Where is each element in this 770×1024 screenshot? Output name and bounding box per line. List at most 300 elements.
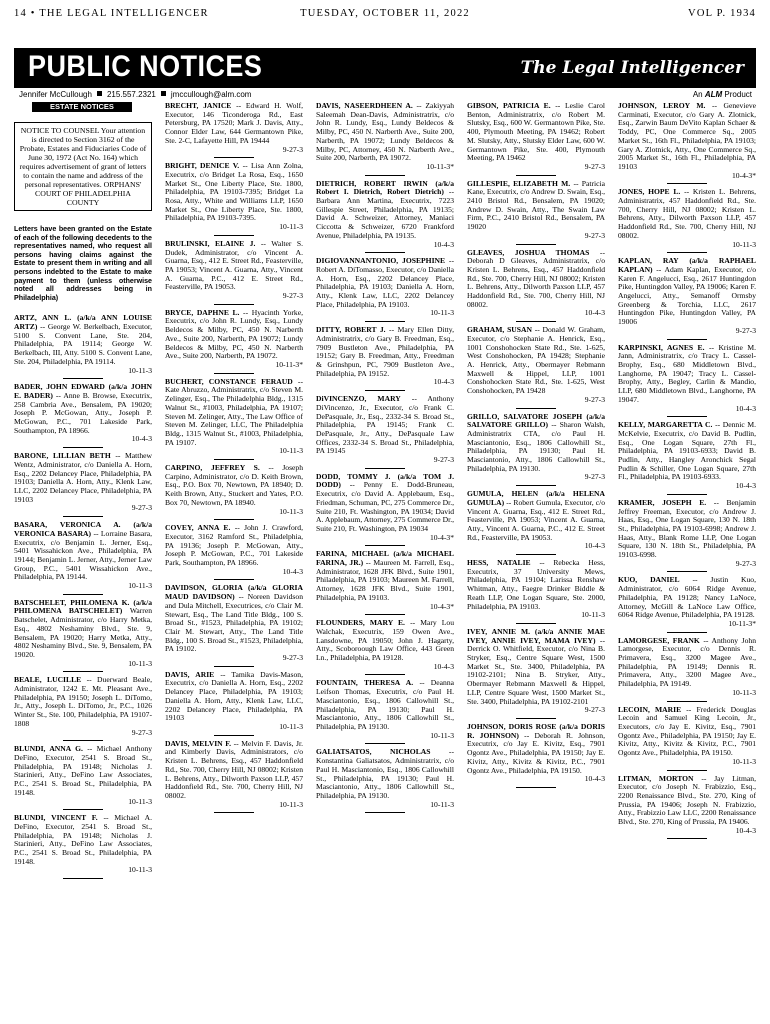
entry-divider [63,516,103,517]
notice-entries [165,102,303,813]
entry-divider [516,408,556,409]
estate-notice-entry [14,452,152,517]
letters-granted-statement: Letters have been granted on the Estate of each of the following decedents to the representatives named, who request all persons having claims against the Estate to present them in writing and all persons indebted to the Estate to make payment to them (unless otherwise noted all addresses being in Philadelphia) [14,225,152,302]
run-date-code: 10-11-3 [279,222,303,232]
decedent-name: BRYCE, DAPHNE L. [165,307,240,317]
entry-body: -- Adam Kaplan, Executor, c/o Karen F. Angelucci, Esq., 2617 Huntingdon Pike, Huntingdon Valley, PA 19006; Karen F. Angelucci, Atty., Semanoff Ormsby Greenberg & Torchia, LLC, 2617 Huntingdon Pike, Huntingdon Valley, PA 19006 [618,264,756,327]
run-date-code: 10-11-3 [732,239,756,249]
run-date-code: 10-4-3 [433,377,454,387]
estate-notice-entry [165,240,303,305]
entry-body: -- Michael Anthony DeFino, Executor, 2541 S. Broad St., Philadelphia, PA 19148; Nicholas J. Starinieri, Atty., DeFino Law Associates, P.C., 2541 S. Broad St., Philadelphia, PA 19148. [14,744,152,797]
decedent-name: FARINA, MICHAEL (a/k/a MICHAEL FARINA, JR.) [316,549,454,568]
entry-text [14,314,152,366]
entry-text [165,584,303,654]
banner-title: PUBLIC NOTICES [28,50,263,83]
notice-column-1 [14,102,152,1016]
entry-divider [667,838,707,839]
entry-text [467,102,605,163]
entry-divider [667,183,707,184]
decedent-name: JOHNSON, DORIS ROSE (a/k/a DORIS R. JOHNSON) [467,722,605,740]
running-head-left: 14 • THE LEGAL INTELLIGENCER [14,8,209,19]
entry-divider [516,244,556,245]
entry-divider [214,519,254,520]
entry-text [618,257,756,327]
entry-text [467,326,605,396]
run-date-code: 9-27-3 [584,161,605,171]
run-date-code: 10-4-3 [735,403,756,413]
decedent-name: FLOUNDERS, MARY E. [316,618,405,628]
entry-divider [667,571,707,572]
run-date-code: 10-4-3 [433,239,454,249]
decedent-name: BLUNDI, VINCENT F. [14,813,98,823]
decedent-name: GIBSON, PATRICIA E. [467,102,551,110]
entry-divider [63,740,103,741]
decedent-name: BLUNDI, ANNA G. [14,744,83,754]
entry-body: -- Anthony DiVincenzo, Jr., Executor, c/o Frank C. DePasquale, Jr., Esq., 2332-34 S. Broad St., Philadelphia, PA 19145; Frank C. DePasquale, Jr., Atty., DePasquale Law Offices, 2332-34 S. Broad St., Philadelphia, PA 19145 [316,394,454,456]
estate-notice-entry [165,162,303,236]
entry-divider [516,321,556,322]
notice-entries [618,102,756,839]
entry-text [316,679,454,731]
entry-text [618,637,756,689]
entry-body: -- Jay Litman, Executor, c/o Joseph N. Frabizzio, Esq., 2200 Renaissance Blvd., Ste. 270, King of Prussia, PA 19406; Joseph N. Frabizzio, Atty., Frabizzio Law LLC, 2200 Renaissance Blvd., Ste. 270, King of Prussia, PA 19406. [618,773,756,827]
entry-body: -- Melvin F. Davis, Jr. and Kimberly Davis, Administrators, c/o Kristen L. Behrens, Esq., 457 Haddonfield Rd., Ste. 700, Cherry Hill, NJ 08002; Kristen L. Behrens, Atty., Dilworth Paxson LLP, 457 Haddonfield Rd., Ste. 700, Cherry Hill, NJ 08002. [165,738,303,800]
running-head-page: VOL P. 1934 [688,8,756,19]
estate-notice-entry [316,395,454,469]
notice-entries [467,102,605,788]
entry-divider [365,614,405,615]
entry-divider [516,175,556,176]
run-date-code: 10-11-3 [279,446,303,456]
decedent-name: COVEY, ANNA E. [165,523,231,533]
estate-notice-entry [467,628,605,719]
estate-notice-entry [618,257,756,339]
square-bullet-icon [161,91,166,96]
estate-notice-entry [467,490,605,555]
entry-divider [365,175,405,176]
decedent-name: DIGIOVANNANTONIO, JOSEPHINE [316,256,446,266]
estate-notice-entry [14,745,152,810]
entry-text [618,188,756,240]
run-date-code: 9-27-3 [584,705,605,715]
decedent-name: GUMULA, HELEN (a/k/a HELENA GUMULA) [467,489,605,507]
entry-body: -- Leslie Carol Benton, Administratrix, c/o Robert M. Slutsky, Esq., 600 W. Germantown Pike, Ste. 400, Plymouth Meeting, PA 19462; Robert M. Slutsky, Atty., Slutsky Elder Law, 600 W. Germantown Pike, Ste. 400, Plymouth Meeting, PA 19462 [467,102,605,163]
entry-body: -- Barbara Ann Martina, Executrix, 7223 Gillespie Street, Philadelphia, PA 19135; David A. Schweizer, Attorney, Maniaci Ciccotta & Schweizer, 6720 Frankford Avenue, Philadelphia, PA 19135. [316,187,454,240]
entry-divider [365,252,405,253]
entry-body: -- Anne B. Browse, Executrix, 258 Cambria Ave., Bensalem, PA 19020; Joseph P. McGowan, Atty., Joseph P. McGowan, P.C., 701 Lakeside Park, Southampton, PA 18966. [14,390,152,435]
running-head [14,8,756,24]
decedent-name: BATSCHELET, PHILOMENA K. (a/k/a PHILOMENA BATSCHELET) [14,597,152,616]
entry-text [618,576,756,620]
run-date-code: 10-11-3* [728,618,756,628]
estate-notice-entry [467,102,605,176]
notice-to-counsel-box: NOTICE TO COUNSEL Your attention is directed to Section 3162 of the Probate, Estates and Fiduciaries Code of June 30, 1972 (Act No. 164) which requires advertisement of grant of letters to contain the name and address of the personal representatives. ORPHANS' COURT OF PHILADELPHIA COUNTY [14,122,152,211]
run-date-code: 10-11-3 [128,365,152,375]
run-date-code: 9-27-3 [433,455,454,465]
run-date-code: 9-27-3 [584,394,605,404]
estate-notice-entry [618,344,756,418]
estate-notice-entry [165,584,303,666]
decedent-name: JOHNSON, LEROY M. [618,102,706,110]
decedent-name: BUCHERT, CONSTANCE FERAUD [165,376,293,386]
decedent-name: BEALE, LUCILLE [14,675,82,685]
decedent-name: BADER, JOHN EDWARD (a/k/a JOHN E. BADER) [14,382,152,400]
decedent-name: BRIGHT, DENICE V. [165,161,240,171]
entry-text [165,309,303,361]
estate-notice-entry [618,775,756,840]
entry-text [316,473,454,534]
estate-notice-entry [467,326,605,408]
run-date-code: 10-11-3 [128,796,152,806]
entry-text [316,180,454,241]
decedent-name: BRULINSKI, ELAINE J. [165,238,256,248]
decedent-name: GRAHAM, SUSAN [467,325,532,335]
decedent-name: IVEY, ANNIE M. (a/k/a ANNIE MAE IVEY, ANNIE IVEY, MAMA IVEY) [467,626,605,645]
entry-text [467,559,605,611]
estate-notice-entry [467,180,605,245]
decedent-name: DAVIDSON, GLORIA (a/k/a GLORIA MAUD DAVIDSON) [165,583,303,602]
alm-logo: ALM [704,90,723,99]
run-date-code: 10-4-3 [584,541,605,551]
entry-text [14,521,152,582]
notice-column-5 [618,102,756,1016]
decedent-name: BASARA, VERONICA A. (a/k/a VERONICA BASARA) [14,520,152,538]
estate-notice-entry [618,637,756,702]
entry-body: -- Genevieve Carminati, Executor, c/o Gary A. Zlotnick, Esq., Zarwin Baum DeVito Kaplan Schaer & Toddy, PC, One Commerce Sq., 2005 Market St., 16th Fl., Philadelphia, PA 19103; Gary A. Zlotnick, Atty., One Commerce Sq., 2005 Market St., 16th Fl., Philadelphia, PA 19103 [618,102,756,171]
entry-text [14,383,152,435]
decedent-name: LAMORGESE, FRANK [618,635,700,645]
entry-text [316,395,454,456]
decedent-name: ARTZ, ANN L. (a/k/a ANN LOUISE ARTZ) [14,313,152,332]
decedent-name: GALIATSATOS, NICHOLAS [316,747,431,757]
entry-body: -- Noreen Davidson and Dula Mitchell, Executrices, c/o Clair M. Stewart, Esq., The Land Title Bldg., 100 S. Broad St., #1523, Philadelphia, PA 19102; Clair M. Stewart, Atty., The Land Title Bldg., 100 S. Broad St., #1523, Philadelphia, PA 19102. [165,592,303,654]
entry-text [165,671,303,723]
entry-divider [214,666,254,667]
entry-divider [214,735,254,736]
entry-body: -- Derrick O. Whitfield, Executor, c/o Nina B. Stryker, Esq., Centre Square West, 1500 Market St., Ste. 3400, Philadelphia, PA 19102-2101; Nina B. Stryker, Atty., Obermayer Rebmann Maxwell & Hippel, LLP, Centre Square West, 1500 Market St., Ste. 3400, Philadelphia, PA 19102-2101 [467,635,605,706]
entry-divider [667,416,707,417]
entry-divider [516,787,556,788]
estate-notice-entry [165,524,303,580]
run-date-code: 10-11-3 [430,799,454,809]
entry-body: -- Donald W. Graham, Executor, c/o Stephanie A. Henrick, Esq., 1001 Conshohocken State Rd., Ste. 1-625, West Conshohocken, PA 19428; Stephanie A. Henrick, Atty., Obermayer Rebmann Maxwell & Hippel, LLP, 1001 Conshohocken State Rd., Ste. 1-625, West Conshohocken, PA 19428 [467,325,605,396]
run-date-code: 9-27-3 [131,727,152,737]
entry-body: -- Tamika Davis-Mason, Executrix, c/o Daniella A. Horn, Esq., 2202 Delancey Place, Philadelphia, PA 19103; Daniella A. Horn, Atty., Klenk Law, LLC, 2202 Delancey Place, Philadelphia, PA 19103 [165,669,303,723]
contact-bar [14,89,756,100]
entry-divider [63,671,103,672]
estate-notice-entry [316,619,454,675]
entry-text [165,240,303,292]
run-date-code: 10-4-3 [131,434,152,444]
public-notices-banner [14,48,756,88]
entry-text [165,378,303,448]
entry-text [618,421,756,482]
entry-body: -- Denniс M. McKelvie, Executrix, c/o David B. Pudlin, Esq., One Logan Square, 27th Fl., Philadelphia, PA 19103-6933; David B. Pudlin, Atty., Hangley Aronchick Segal Pudlin & Schiller, One Logan Square, 27th Fl., Philadelphia, PA 19103-6933. [618,420,756,482]
estate-notice-entry [618,576,756,632]
entry-divider [63,378,103,379]
entry-text [316,326,454,378]
entry-text [14,676,152,728]
notice-column-3 [316,102,454,1016]
estate-notice-entry [316,473,454,547]
decedent-name: JONES, HOPE L. [618,187,681,197]
decedent-name: KARPINSKI, AGNES E. [618,342,705,352]
estate-notice-entry [618,499,756,573]
contact-phone: 215.557.2321 [106,90,156,99]
entry-body: -- Deanna Leifson Thomas, Executrix, c/o Paul H. Masciantonio, Esq., 1806 Callowhill St., Philadelphia, PA 19130; Paul H. Masciantonio, Atty., 1806 Callowhill St., Philadelphia, PA 19130. [316,678,454,731]
entry-body: -- Justin Kuo, Administrator, c/o 6064 Ridge Avenue, Philadelphia, PA 19128; Nancy LaNoce, Attorney, McGill & LaNoce Law Office, 6064 Ridge Avenue, Philadelphia, PA 19128. [618,575,756,620]
entry-text [316,550,454,602]
entry-divider [63,809,103,810]
entry-text [467,490,605,542]
estate-notice-entry [316,257,454,322]
entry-body: -- Zakiyyah Saleemah Dean-Davis, Administratrix, c/o John R. Lundy, Esq., Lundy Beldecos & Milby, PC, 450 N. Narberth Ave., Suite 200, Narberth, PA 19072; Lundy Beldecos & Milby, PC, Attorney, 450 N. Narberth Ave., Suite 200, Narberth, PA 19072. [316,102,454,163]
estate-notice-entry [467,559,605,624]
estate-notice-entry [316,679,454,744]
run-date-code: 10-4-3 [433,661,454,671]
entry-body: -- Konstantina Galiatsatos, Administratrix, c/o Paul H. Masciantonio, Esq., 1806 Callowhill St., Philadelphia, PA 19130; Paul H. Masciantonio, Atty., 1806 Callowhill St., Philadelphia, PA 19130. [316,747,454,800]
entry-body: -- Kristine M. Jann, Administratrix, c/o Tracy L. Cassel-Brophy, Esq., 680 Middletown Blvd., Langhorne, PA 19047; Tracy L. Cassel-Brophy, Atty., Begley, Carlin & Mandio, LLP, 680 Middletown Blvd., Langhorne, PA 19047. [618,342,756,404]
entry-text [618,344,756,405]
decedent-name: LITMAN, MORTON [618,773,694,783]
run-date-code: 10-4-3 [735,825,756,835]
entry-body: -- Michael A. DeFino, Executor, 2541 S. Broad St., Philadelphia, PA 19148; Nicholas J. Starinieri, Atty., DeFino Law Associates, P.C., 2541 S. Broad St., Philadelphia, PA 19148. [14,813,152,866]
entry-text [618,706,756,758]
entry-body: -- Robert Gumula, Executor, c/o Vincent A. Guarna, Esq., 412 E. Street Rd., Feasterville, PA 19053; Vincent A. Guarna, Atty., Vincent A. Guarna, P.C., 412 E. Street Rd., Feasterville, PA 19053. [467,497,605,542]
run-date-code: 10-11-3 [279,799,303,809]
notice-column-2 [165,102,303,1016]
run-date-code: 10-11-3 [430,308,454,318]
product-suffix: Product [724,90,752,99]
estate-notice-entry [165,102,303,158]
decedent-name: LECOIN, MARIE [618,704,682,714]
run-date-code: 10-11-3 [581,610,605,620]
entry-text [467,180,605,232]
legal-intelligencer-logo: The Legal Intelligencer [520,58,744,78]
estate-notice-entry [14,676,152,741]
entry-divider [667,632,707,633]
entry-text [467,723,605,775]
decedent-name: BARONE, LILLIAN BETH [14,451,111,461]
estate-notice-entry [316,550,454,615]
entry-body: -- Kate Abruzzo, Administratrix, c/o Steven M. Zelinger, Esq., The Philadelphia Bldg., 1315 Walnut St., #1003, Philadelphia, PA 19107; Steven M. Zelinger, Atty., The Law Office of Steven M. Zelinger, LLC, The Philadelphia Bldg., 1315 Walnut St., #1003, Philadelphia, PA 19107. [165,376,303,447]
entry-text [14,452,152,504]
notice-entries [316,102,454,813]
entry-divider [214,157,254,158]
estate-notice-entry [618,188,756,253]
entry-divider [365,321,405,322]
entry-body: -- Penny E. Dodd-Bruneau, Executrix, c/o David A. Applebaum, Esq., Friedman, Schuman, PC, 275 Commerce Dr., Suite 210, Ft. Washington, PA 19034; David A. Applebaum, Attorney, 275 Commerce Dr., Suite 210, Ft. Washington, PA 19034 [316,480,454,533]
decedent-name: KRAMER, JOSEPH E. [618,497,707,507]
entry-body: -- Lorraine Basara, Executrix, c/o Benjamin L. Jerner, Esq., 5401 Wissahickon Ave., Philadelphia, PA 19144; Benjamin L. Jerner, Atty., Jerner Law Group, P.C., 5401 Wissahickon Ave., Philadelphia, PA 19144. [14,528,152,582]
run-date-code: 10-11-3 [128,658,152,668]
entry-body: Warren Batschelet, Administrator, c/o Harry Metka, Esq., 4802 Neshaminy Blvd., Ste. 9, Bensalem, PA 19020; Harry Metka, Atty., 4802 Neshaminy Blvd., Ste. 9, Bensalem, PA 19020. [14,606,152,659]
entry-text [165,524,303,568]
entry-divider [214,304,254,305]
entry-divider [63,878,103,879]
entry-divider [516,623,556,624]
estate-notices-tag: ESTATE NOTICES [32,102,132,112]
decedent-name: GRILLO, SALVATORE JOSEPH (a/k/a SALVATORE GRILLO) [467,411,605,430]
estate-notice-entry [165,309,303,374]
decedent-name: HESS, NATALIE [467,558,531,568]
estate-notice-entry [14,383,152,448]
run-date-code: 10-11-3* [275,359,303,369]
entry-divider [214,373,254,374]
run-date-code: 9-27-3 [282,291,303,301]
run-date-code: 10-11-3 [732,756,756,766]
run-date-code: 10-4-3 [584,308,605,318]
entry-text [165,162,303,223]
entry-divider [63,594,103,595]
decedent-name: KAPLAN, RAY (a/k/a RAPHAEL KAPLAN) [618,256,756,274]
run-date-code: 10-11-3* [426,161,454,171]
estate-notice-entry [316,748,454,813]
estate-notice-entry [165,740,303,814]
entry-divider [214,812,254,813]
entry-divider [667,701,707,702]
entry-divider [667,494,707,495]
run-date-code: 9-27-3 [282,144,303,154]
entry-text [14,814,152,866]
entry-body: -- Robert A. DiTomasso, Executor, c/o Daniella A. Horn, Esq., 2202 Delancey Place, Philadelphia, PA 19103; Daniella A. Horn, Atty., Klenk Law, LLC, 2202 Delancey Place, Philadelphia, PA 19103. [316,256,454,309]
entry-text [316,257,454,309]
run-date-code: 10-11-3 [128,581,152,591]
entry-body: -- Sharon Walsh, Administratrix CTA, c/o Paul H. Masciantonio, Esq., 1806 Callowhill St., Philadelphia, PA 19130; Paul H. Masciantonio, Atty., 1806 Callowhill St., Philadelphia, PA 19130. [467,420,605,473]
run-date-code: 10-4-3 [735,481,756,491]
estate-notice-entry [467,723,605,788]
entry-body: -- Mary Lou Walchak, Executrix, 159 Owen Ave., Lansdowne, PA 19050; John J. Hagarty, Atty., Scoboroough Law Office, 443 Green Ln., Philadelphia, PA 19128. [316,618,454,663]
entry-text [165,464,303,508]
contact-email[interactable]: jmccullough@alm.com [170,90,252,99]
running-head-date: TUESDAY, OCTOBER 11, 2022 [300,8,470,19]
run-date-code: 10-4-3* [429,601,454,611]
estate-notice-entry [618,421,756,495]
entry-body: -- Walter S. Dudek, Administrator, c/o Vincent A. Guarna, Esq., 412 E. Street Rd., Feasterville, PA 19053; Vincent A. Guarna, Atty., Vincent A. Guarna, P.C., 412 E. Street Rd., Feasterville, PA 19053. [165,238,303,292]
entry-text [467,628,605,706]
entry-body: -- Matthew Wentz, Administrator, c/o Daniella A. Horn, Esq., 2202 Delancey Place, Philadelphia, PA 19103; Daniella A. Horn, Atty., Klenk Law, LLC, 2202 Delancey Place, Philadelphia, PA 19103 [14,451,152,504]
run-date-code: 10-11-3 [732,687,756,697]
entry-divider [365,743,405,744]
run-date-code: 9-27-3 [735,325,756,335]
square-bullet-icon [97,91,102,96]
run-date-code: 10-4-3* [731,170,756,180]
estate-notice-entry [165,671,303,736]
entry-body: -- Lisa Ann Zolna, Executrix, c/o Bridget La Rosa, Esq., 1650 Market St., One Liberty Place, Ste. 1800, Philadelphia, PA 19103-7395; Bridget La Rosa, Atty., White and Williams LLP, 1650 Market St., One Liberty Place, Ste. 1800, Philadelphia, PA 19103-7395. [165,161,303,223]
entry-body: -- Anthony John Lamorgese, Executor, c/o Dennis R. Primavera, Esq., 3200 Magee Ave., Philadelphia, PA 19149; Dennis R. Primavera, Atty., 3200 Magee Ave., Philadelphia, PA 19149. [618,635,756,689]
entry-text [618,775,756,827]
estate-notice-entry [14,521,152,595]
entry-body: -- Mary Ellen Ditty, Administratrix, c/o Gary B. Freedman, Esq., 7909 Bustleton Ave., Philadelphia, PA 19152; Gary B. Freedman, Atty., Freedman & Grinshpun, PC, 7909 Bustleton Ave., Philadelphia, PA 19152. [316,325,454,378]
entry-divider [365,390,405,391]
entry-divider [214,235,254,236]
entry-body: -- Maureen M. Farrell, Esq., Administrator, 1628 JFK Blvd., Suite 1901, Philadelphia, PA 19103; Maureen M. Farrell, Attorney, 1628 JFK Blvd., Suite 1901, Philadelphia, PA 19103. [316,558,454,602]
entry-divider [365,674,405,675]
run-date-code: 9-27-3 [584,472,605,482]
run-date-code: 9-27-3 [131,503,152,513]
decedent-name: DIETRICH, ROBERT IRWIN (a/k/a Robert I. Dietrich, Robert Dietrich) [316,178,454,197]
entry-text [618,499,756,560]
entry-divider [667,339,707,340]
decedent-name: DAVIS, MELVIN F. [165,738,232,748]
decedent-name: DAVIS, ARIE [165,669,215,679]
run-date-code: 9-27-3 [282,653,303,663]
entry-text [316,619,454,663]
decedent-name: FOUNTAIN, THERESA A. [316,678,414,688]
estate-notice-entry [165,464,303,520]
decedent-name: KELLY, MARGARETTA C. [618,420,713,430]
entry-body: -- Deborah D Gleaves, Administratrix, c/o Kristen L. Behrens, Esq., 457 Haddonfield Rd., Ste. 700, Cherry Hill, NJ 08002; Kristen L. Behrens, Atty., Dilworth Paxson LLP, 457 Haddonfield Rd., Ste. 700, Cherry Hill, NJ 08002. [467,247,605,309]
run-date-code: 9-27-3 [735,558,756,568]
estate-notice-entry [14,599,152,673]
run-date-code: 10-11-3 [279,722,303,731]
entry-divider [667,252,707,253]
entry-body: -- Joseph Carpino, Administrator, c/o D. Keith Brown, Esq., P.O. Box 70, Newtown, PA 18940; D. Keith Brown, Atty., Stuckert and Yates, P.O. Box 70, Newtown, PA 18940. [165,463,303,507]
decedent-name: BRECHT, JANICE [165,102,232,110]
entry-divider [667,770,707,771]
entry-divider [365,545,405,546]
entry-divider [214,579,254,580]
estate-notice-entry [618,706,756,771]
run-date-code: 10-11-3 [128,865,152,875]
estate-notice-entry [618,102,756,184]
entry-body: -- George W. Berkelbach, Executor, 5100 S. Convent Lane, Ste. 204, Philadelphia, PA 19114; George W. Berkelbach, III, Atty. 5100 S. Convent Lane, Ste. 204, Philadelphia, PA 19114. [14,322,152,366]
entry-divider [365,812,405,813]
entry-text [467,249,605,310]
entry-divider [516,485,556,486]
estate-notice-entry [316,326,454,391]
entry-text [14,599,152,660]
estate-notice-entry [14,314,152,379]
estate-notice-entry [467,413,605,487]
estate-notice-entry [14,814,152,879]
decedent-name: CARPINO, JEFFREY S. [165,463,260,473]
notice-column-4 [467,102,605,1016]
estate-notice-entry [316,180,454,254]
entry-body: -- John J. Crawford, Executor, 3162 Ramford St., Philadelphia, PA 19136; Joseph P. McGowan, Atty., Joseph P. McGowan, P.C., 701 Lakeside Park, Southampton, PA 18966. [165,523,303,568]
run-date-code: 10-4-3 [584,774,605,784]
entry-divider [214,459,254,460]
entry-body: -- Edward H. Wolf, Executor, 146 Ticonderoga Rd., East Petersburg, PA 17520; Mark J. Davis, Atty., Connor Elder Law, 644 Germantown Pike, Ste. 2-C, Lafayette Hill, PA 19444 [165,102,303,145]
decedent-name: KUO, DANIEL [618,575,680,585]
run-date-code: 10-4-3 [282,566,303,576]
entry-body: -- Duerward Beale, Administrator, 1242 E. Mt. Pleasant Ave., Philadelphia, PA 19150; Joseph L. DiTomo, Jr., Atty., Joseph L. DiTomo, Jr., P.C., 1026 Winter St., Ste. 100, Philadelphia, PA 19107-1808 [14,675,152,728]
decedent-name: GLEAVES, JOSHUA THOMAS [467,247,590,257]
entry-text [316,102,454,163]
entry-body: -- Kristen L. Behrens, Administratrix, 457 Haddonfield Rd., Ste. 700, Cherry Hill, NJ 08002; Kristen L. Behrens, Atty., Dilworth Paxson LLP, 457 Haddonfield Rd., Ste. 700, Cherry Hill, NJ 08002. [618,187,756,240]
run-date-code: 9-27-3 [584,230,605,240]
notice-entries [14,314,152,879]
entry-text [316,748,454,800]
run-date-code: 10-4-3* [429,532,454,542]
entry-text [165,740,303,801]
contact-name: Jennifer McCullough [19,90,92,99]
entry-body: -- Benjamin Jeffrey Freeman, Executor, c/o Andrew J. Haas, Esq., One Logan Square, 130 N. 18th St., Philadelphia, PA 19103-6998; Andrew J. Haas, Atty., Blank Rome LLP, One Logan Square, 130 N. 18th St., Philadelphia, PA 19103-6998. [618,497,756,560]
decedent-name: DODD, TOMMY J. (a/k/a TOM J. DODD) [316,471,454,490]
decedent-name: DiVINCENZO, MARY [316,394,401,404]
decedent-name: GILLESPIE, ELIZABETH M. [467,178,571,188]
run-date-code: 10-11-3 [430,730,454,740]
entry-body: -- Hyacinth Yorke, Executrix, c/o John R. Lundy, Esq., Lundy Beldecos & Milby, PC, 450 N. Narberth Ave., Suite 200, Narberth, PA 19072; Lundy Beldecos & Milby, PC, 450 N. Narberth Ave., Suite 200, Narberth, PA 19072. [165,307,303,361]
entry-divider [516,718,556,719]
product-prefix: An [692,90,703,99]
entry-text [14,745,152,797]
estate-notice-entry [316,102,454,176]
entry-text [165,102,303,146]
decedent-name: DITTY, ROBERT J. [316,325,386,335]
entry-divider [365,468,405,469]
entry-body: -- Patricia Kane, Executrix, c/o Andrew D. Swain, Esq., 2410 Bristol Rd., Bensalem, PA 19020; Andrew D. Swain, Atty., The Swain Law Firm, P.C., 2410 Bristol Rd., Bensalem, PA 19020 [467,178,605,232]
